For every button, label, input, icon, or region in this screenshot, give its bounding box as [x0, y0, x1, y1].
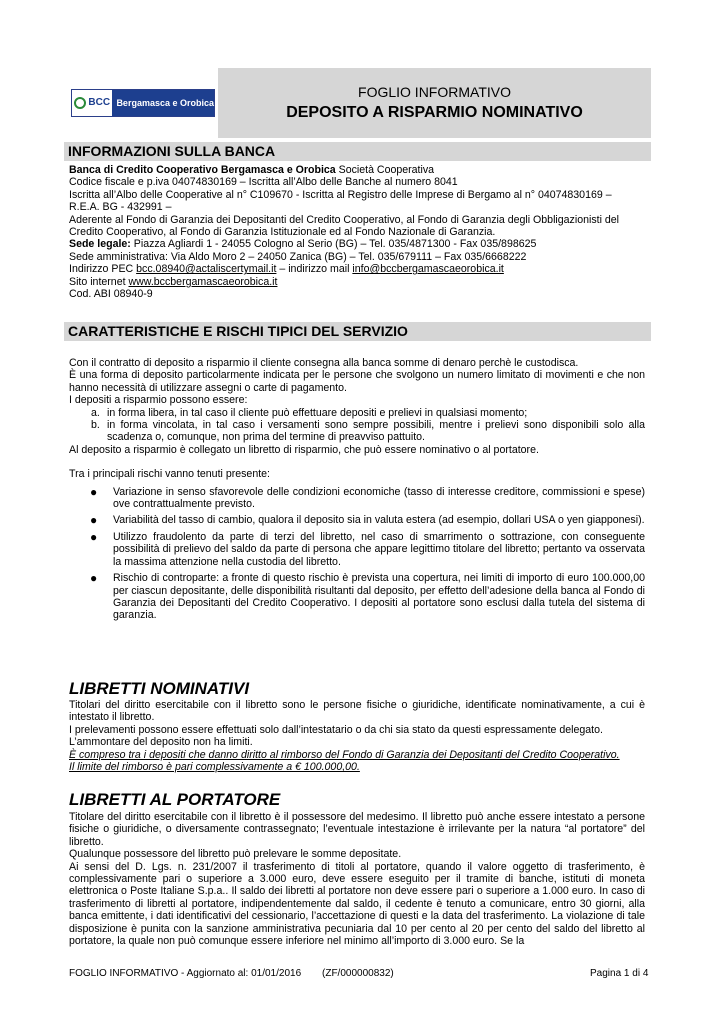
- sede-legale-label: Sede legale:: [69, 238, 131, 251]
- item-b: in forma vincolata, in tal caso i versamenti sono sempre possibili, mentre i prelievi sono disponibili solo alla scadenza o, comunque, non prima del termine di preavviso pattuito.: [107, 419, 645, 444]
- portatore-body: [69, 811, 645, 947]
- info-banca-body: [69, 164, 645, 300]
- car-p2: È una forma di deposito particolarmente indicata per le persone che svolgono un numero limitato di movimenti e che non hanno necessità di utilizzare assegni o carte di pagamento.: [69, 369, 645, 394]
- pec-mid: – indirizzo mail: [276, 263, 353, 276]
- bank-name: Banca di Credito Cooperativo Bergamasca e Orobica: [69, 164, 336, 176]
- list-item: [69, 514, 645, 526]
- nom-p2: I prelevamenti possono essere effettuati solo dall’intestatario o da chi sia stato da questi espressamente delegato.: [69, 723, 603, 736]
- nominativi-body: [69, 699, 645, 773]
- footer-code: (ZF/000000832): [322, 968, 394, 979]
- bullet-icon: ●: [90, 513, 98, 528]
- list-item: [69, 572, 645, 622]
- site-prefix: Sito internet: [69, 275, 129, 288]
- bullet-icon: ●: [90, 529, 98, 544]
- rischio-text: Variabilità del tasso di cambio, qualora il deposito sia in valuta estera (ad esempio, dollari USA o yen giapponesi).: [113, 514, 645, 527]
- item-a-label: a.: [91, 406, 100, 419]
- section-caratteristiche-title: CARATTERISTICHE E RISCHI TIPICI DEL SERVIZIO: [64, 322, 651, 341]
- sede-amministrativa: Sede amministrativa: Via Aldo Moro 2 – 24050 Zanica (BG) – Tel. 035/679111 – Fax 035/6668222: [69, 250, 527, 263]
- list-item: [69, 486, 645, 511]
- port-p3: Ai sensi del D. Lgs. n. 231/2007 il trasferimento di titoli al portatore, quando il valore oggetto di trasferimento, è complessivamente pari o superiore a 3.000 euro, deve essere eseguito per il tramite di banche, istituti di moneta elettronica o Poste Italiane S.p.a.. Il saldo dei libretti al portatore non deve essere pari o superiore a 1.000 euro. In caso di trasferimento di libretti al portatore, indipendentemente dal saldo, il cedente è tenuto a comunicare, entro 30 giorni, alla banca emittente, i dati identificativi del cessionario, l’accettazione di questi e la data del trasferimento. La violazione di tale disposizione è punita con la sanzione amministrativa pecuniaria dal 10 per cento al 20 per cento del saldo del libretto al portatore, la quale non può comunque essere inferiore nel minimo all’importo di 3.000 euro. Se la: [69, 860, 645, 948]
- section-info-banca-title: INFORMAZIONI SULLA BANCA: [64, 142, 651, 161]
- pec-prefix: Indirizzo PEC: [69, 263, 137, 276]
- port-p2: Qualunque possessore del libretto può prelevare le somme depositate.: [69, 848, 402, 861]
- mail-link[interactable]: info@bccbergamascaeorobica.it: [352, 263, 504, 276]
- bank-type: Società Cooperativa: [335, 164, 435, 176]
- bcc-circle-icon: [74, 97, 86, 109]
- list-item: [69, 531, 645, 568]
- header-box: [218, 68, 651, 138]
- fondo-garanzia: Aderente al Fondo di Garanzia dei Depositanti del Credito Cooperativo, al Fondo di Garanzia degli Obbligazionisti del Credito Cooperativo, al Fondo di Garanzia Istituzionale ed al Fondo Nazionale di Garanzia.: [69, 213, 620, 239]
- pec-email-link[interactable]: bcc.08940@actaliscertymail.it: [136, 263, 277, 276]
- car-p3: I depositi a risparmio possono essere:: [69, 394, 248, 407]
- bank-logo: [71, 89, 215, 117]
- caratteristiche-body: [69, 357, 645, 626]
- rischio-text: Variazione in senso sfavorevole delle condizioni economiche (tasso di interesse creditore, commissioni e spese) ove contrattualmente previsto.: [113, 485, 645, 511]
- nom-p5: Il limite del rimborso è pari complessivamente a € 100.000,00.: [69, 761, 360, 774]
- nom-p3: L’ammontare del deposito non ha limiti.: [69, 736, 253, 749]
- cod-abi: Cod. ABI 08940-9: [69, 288, 153, 301]
- bullet-icon: ●: [90, 571, 98, 586]
- nom-p1: Titolari del diritto esercitabile con il libretto sono le persone fisiche o giuridiche, identificate nominativamente, a cui è intestato il libretto.: [69, 699, 645, 724]
- doc-title: DEPOSITO A RISPARMIO NOMINATIVO: [286, 104, 583, 121]
- website-link[interactable]: www.bccbergamascaeorobica.it: [128, 275, 278, 288]
- bullet-icon: ●: [90, 484, 98, 499]
- sede-legale-text: Piazza Agliardi 1 - 24055 Cologno al Serio (BG) – Tel. 035/4871300 - Fax 035/898625: [130, 238, 537, 251]
- logo-bcc-text: BCC: [88, 97, 111, 108]
- footer-left: FOGLIO INFORMATIVO - Aggiornato al: 01/01/2016: [69, 968, 302, 979]
- item-b-label: b.: [91, 419, 100, 432]
- logo-bank-name: Bergamasca e Orobica: [116, 98, 214, 108]
- codice-fiscale: Codice fiscale e p.iva 04074830169 – Iscritta all’Albo delle Banche al numero 8041: [69, 176, 458, 189]
- car-p1: Con il contratto di deposito a risparmio il cliente consegna alla banca somme di denaro perchè le custodisca.: [69, 357, 579, 369]
- car-p4: Al deposito a risparmio è collegato un libretto di risparmio, che può essere nominativo o al portatore.: [69, 443, 539, 456]
- iscrizione-albo: Iscritta all’Albo delle Cooperative al n° C109670 - Iscritta al Registro delle Imprese di Bergamo al n° 04074830169 – R.E.A. BG - 432991 –: [69, 188, 612, 214]
- page-number: Pagina 1 di 4: [590, 968, 649, 979]
- item-a: in forma libera, in tal caso il cliente può effettuare depositi e prelievi in qualsiasi momento;: [107, 406, 528, 419]
- doc-type: FOGLIO INFORMATIVO: [358, 84, 511, 100]
- nom-p4: È compreso tra i depositi che danno diritto al rimborso del Fondo di Garanzia dei Depositanti del Credito Cooperativo.: [69, 748, 620, 761]
- port-p1: Titolare del diritto esercitabile con il libretto è il possessore del medesimo. Il libretto può anche essere intestato a persone fisiche o giuridiche, o diversamente contrassegnato; l’eventuale intestazione è irrilevante per la natura “al portatore” del libretto.: [69, 811, 645, 848]
- rischi-list: [69, 486, 645, 622]
- rischio-text: Utilizzo fraudolento da parte di terzi del libretto, nel caso di smarrimento o sottrazione, con conseguente possibilità di prelievo del saldo da parte di persona che appare legittimo titolare del libretto; pertanto va osservata la massima attenzione nella custodia del libretto.: [113, 530, 645, 568]
- rischi-intro: Tra i principali rischi vanno tenuti presente:: [69, 468, 270, 481]
- section-nominativi-title: LIBRETTI NOMINATIVI: [69, 679, 250, 698]
- rischio-text: Rischio di controparte: a fronte di questo rischio è prevista una copertura, nei limiti di importo di euro 100.000,00 per ciascun depositante, delle disponibilità risultanti dal deposito, per effetto dell’adesione della banca al Fondo di Garanzia dei Depositanti del Credito Cooperativo. I depositi al portatore sono esclusi dalla tutela del sistema di garanzia.: [113, 572, 645, 622]
- section-portatore-title: LIBRETTI AL PORTATORE: [69, 790, 281, 809]
- logo-mark: [72, 90, 112, 116]
